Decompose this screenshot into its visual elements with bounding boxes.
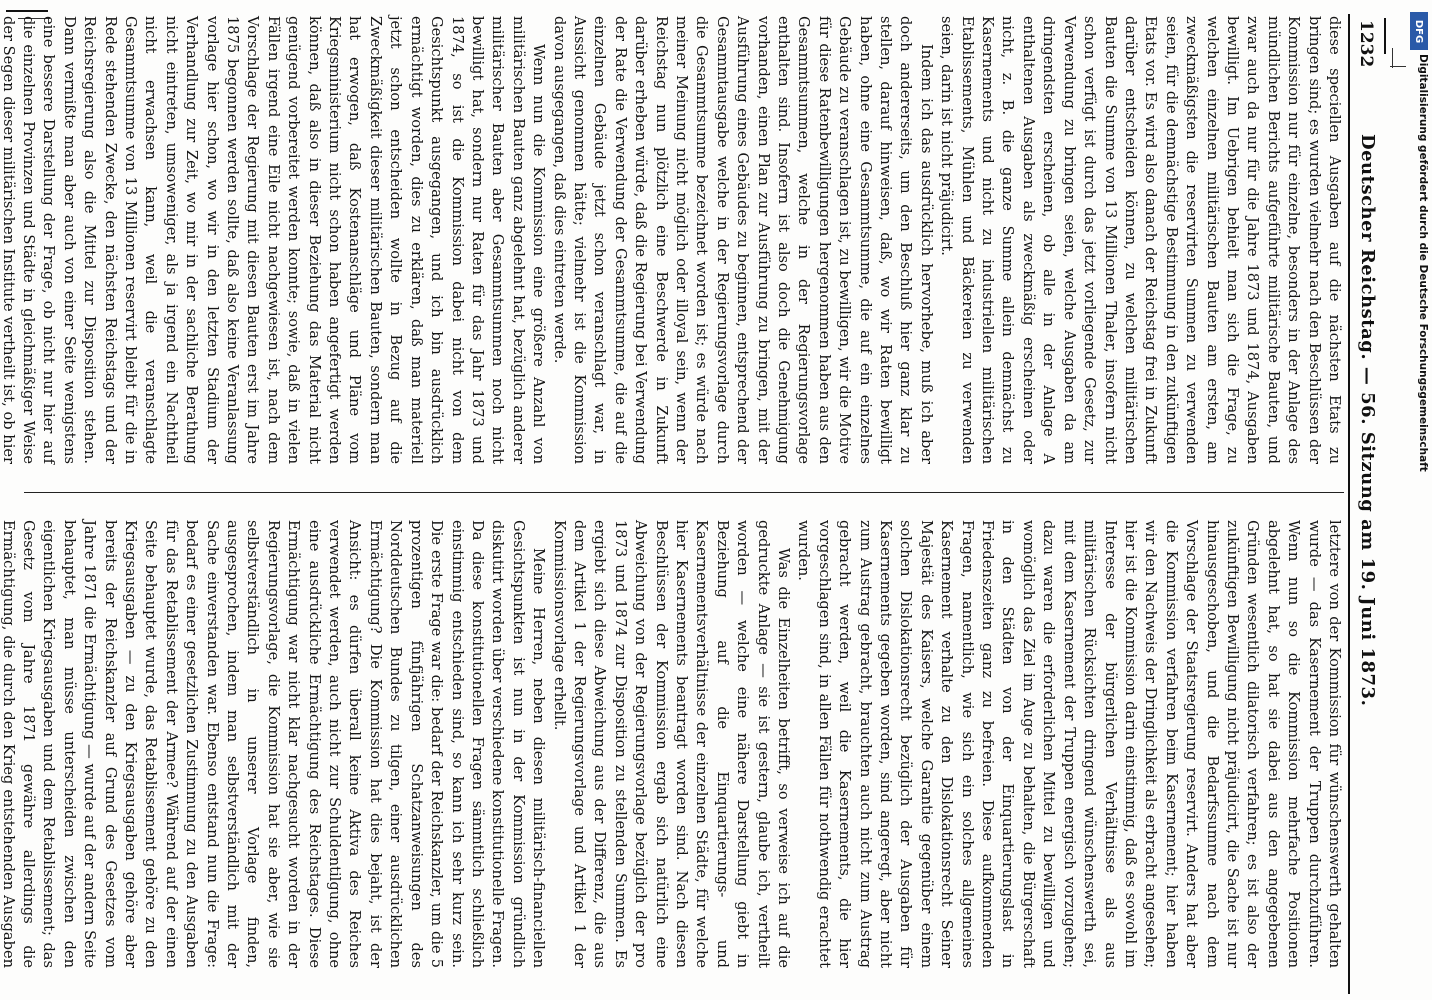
- digitization-credit: Digitalisierung gefördert durch die Deutsche Forschungsgemeinschaft: [1417, 54, 1429, 472]
- page-content: [0, 14, 1384, 994]
- page-header: [1348, 14, 1384, 994]
- text-column-left: [0, 16, 1344, 464]
- crop-mark: [1384, 18, 1386, 54]
- text-column-right: [0, 520, 1344, 968]
- column-divider: [24, 492, 1344, 493]
- dfg-logo-text: DFG: [1413, 19, 1425, 43]
- rotated-page: [0, 14, 1384, 994]
- paragraph: diese speciellen Ausgaben auf die nächsten Etats zu bringen sind; es wurden vielmehr nach den Beschlüssen der Kommission nur für einzelne, besonders in der Anlage des mündlichen Berichts aufgeführte militärische Bauten, und zwar auch da nur für die Jahre 1873 und 1874, Ausgaben bewilligt. Im Uebrigen behielt man sich die Frage, zu welchen einzelnen militärischen Bauten am ersten, am zweckmäßigsten die reservirten Summen zu verwenden seien, für die demnächstige Bestimmung in den zukünftigen Etats vor. Es wird also danach der Reichstag frei in Zukunft darüber entscheiden können, zu welchen militärischen Bauten die Summe von 13 Millionen Thaler, insofern nicht schon verfügt ist durch das jetzt vorliegende Gesetz, zur Verwendung zu bringen seien, welche Ausgaben da am dringendsten erscheinen, ob alle in der Anlage A enthaltenen Ausgaben als zweckmäßig erscheinen oder nicht, z. B. die ganze Summe allein demnächst zu Kasernements und nicht zu industriellen militärischen Etablissements, Mühlen und Bäckereien zu verwenden seien, darin ist nicht präjudicirt.: [938, 16, 1343, 464]
- crop-mark: [1392, 48, 1393, 68]
- crop-mark: [6, 10, 48, 12]
- dfg-logo: [1410, 12, 1428, 50]
- crop-mark: [1390, 66, 1406, 67]
- paragraph: Wenn nun die Kommission eine größere Anzahl von militärischen Bauten ganz abgelehnt hat, bezüglich anderer militärischer Bauten aber Gesammtsummen noch nicht bewilligt hat, sondern nur Raten für das Jahr 1873 und 1874, so ist die Kommission dabei nicht von dem Gesichtspunkt ausgegangen, und ich bin ausdrücklich ermächtigt worden, dies zu erklären, daß man materiell jetzt schon entscheiden wollte in Bezug auf die Zweckmäßigkeit dieser militärischen Bauten, sondern man hat erwogen, daß Kostenanschläge und Pläne vom Kriegsministerium nicht schon haben angefertigt werden können, daß also in dieser Beziehung das Material nicht genügend vorbereitet werden konnte; sowie, daß in vielen Fällen irgend eine Eile nicht nachgewiesen ist, nach dem Vorschlage der Regierung mit diesen Bauten erst im Jahre 1875 begonnen werden sollte, daß also keine Veranlassung vorlage hier schon, wo wir in den letzten Stadium der Verhandlung zur Zeit, wo mir in der sachliche Berathung nicht eintreten, umsoweniger, als ja irgend ein Nachtheil nicht erwachsen kann, weil die veranschlagte Gesammtsumme von 13 Millionen reservirt bleibt für die in Rede stehenden Zwecke, den nächsten Reichstags und der Reichsregierung also die Mittel zur Disposition stehen. Dann vermißte man aber auch von einer Seite wenigstens eine bessere Darstellung der Frage, ob nicht nur hier auf die einzelnen Provinzen und Städte in gleichmäßiger Weise der Segen dieser militärischen Institute vertheilt ist, ob hier: [0, 16, 548, 464]
- paragraph: letztere von der Kommission für wünschenswerth gehalten wurde — das Kasernement der Truppen durchzuführen. Wenn nun so die Kommission mehrfache Positionen abgelehnt hat, so hat sie dabei aus den angegebenen Gründen wesentlich dilatorisch verfahren; es ist also der zukünftigen Bewilligung nicht präjudicirt, die Sache ist nur hinausgeschoben, und die Bedarfssumme nach dem Vorschlage der Staatsregierung reservirt. Anders hat aber die Kommission verfahren beim Kasernement; hier haben wir den Nachweis der Dringlichkeit als erbracht angesehen; hier ist die Kommission darin einstimmig, daß es sowohl im Interesse der bürgerlichen Verhältnisse als aus militärischen Rücksichten dringend wünschenswerth sei, mit dem Kasernement der Truppen energisch vorzugehen; dazu waren die erforderlichen Mittel zu bewilligen und womöglich das Ziel im Auge zu behalten, die Bürgerschaft in den Städten von der Einquartierungslast in Friedenszeiten ganz zu befreien. Diese aufkommenden Fragen, namentlich, wie sich ein solches allgemeines Kasernement verhalte zu den Dislokationsrecht Seiner Majestät des Kaisers, welche Garantie gegenüber einem solchen Dislokationsrecht bezüglich der Ausgaben für Kasernements gegeben worden, sind angeregt, aber nicht zum Austrag gebracht, brauchten auch nicht zum Austrag gebracht werden, weil die Kasernements, die hier vorgeschlagen sind, in allen Fällen für nothwendig erachtet wurden.: [795, 520, 1343, 968]
- paragraph: Meine Herren, neben diesen militärisch-financiellen Gesichtspunkten ist nun in der Kommission gründlich diskutirt worden über verschiedene konstitutionelle Fragen. Da diese konstitutionellen Fragen sämmtlich schließlich einstimmig entschieden sind, so kann ich sehr kurz sein. Die erste Frage war die: bedarf der Reichskanzler, um die 5 prozentigen fünfjährigen Schatzanweisungen des Norddeutschen Bundes zu tilgen, einer ausdrücklichen Ermächtigung? Die Kommission hat dies bejaht, ist der Ansicht: es dürfen überall keine Aktiva des Reiches verwendet werden, auch nicht zur Schuldentilgung, ohne eine ausdrückliche Ermächtigung des Reichstages. Diese Ermächtigung war nicht klar nachgesucht worden in der Regierungsvorlage, die Kommission hat sie aber, wie sie selbstverständlich in unserer Vorlage finden, ausgesprochen, indem man selbstverständlich mit der Sache einverstanden war. Ebenso entstand nun die Frage: bedarf es einer gesetzlichen Zustimmung zu den Ausgaben für das Retablissement der Armee? Während auf der einen Seite behauptet wurde, das Retablissement gehöre zu den Kriegsausgaben — zu den Kriegsausgaben gehöre aber bereits der Reichskanzler auf Grund des Gesetzes vom Jahre 1871 die Ermächtigung — wurde auf der andern Seite behauptet, man müsse unterscheiden zwischen den eigentlichen Kriegsausgaben und dem Retablissement; das Gesetz vom Jahre 1871 gewähre allerdings die Ermächtigung, die durch den Krieg entstehenden Ausgaben: [0, 520, 548, 968]
- running-title: Deutscher Reichstag. — 56. Sitzung am 19. Juni 1873.: [1357, 134, 1378, 707]
- paragraph: Indem ich das ausdrücklich hervorhebe, muß ich aber doch andererseits, um den Beschluß hier ganz klar zu stellen, darauf hinweisen, daß, wo wir Raten bewilligt haben, ohne eine Gesammtsumme, die auf ein einzelnes Gebäude zu veranschlagen ist, zu bewilligen, wir die Motive für diese Ratenbewilligungen hergenommen haben aus den Gesammtsummen, welche in der Regierungsvorlage enthalten sind. Insofern ist also doch die Genehmigung vorhanden, einen Plan zur Ausführung zu bringen, mit der Ausführung eines Gebäudes zu beginnen, entsprechend der Gesammtausgabe welche in der Regierungsvorlage durch die Gesammtsumme bezeichnet worden ist; es würde nach meiner Meinung nicht möglich oder illoyal sein, wenn der Reichstag nun plötzlich eine Beschwerde in Zukunft darüber erheben würde, daß die Regierung bei Verwendung der Rate die Verwendung der Gesammtsumme, die auf die einzelnen Gebäude jetzt schon veranschlagt war, in Aussicht genommen hätte; vielmehr ist die Kommission davon ausgegangen, daß dies eintreten werde.: [550, 16, 935, 464]
- page-number: 1232: [1356, 20, 1376, 68]
- paragraph: Was die Einzelheiten betrifft, so verweise ich auf die gedruckte Anlage — sie ist gestern, glaube ich, vertheilt worden — welche eine nähere Darstellung giebt in Beziehung auf die Einquartierungs- und Kasernementsverhältnisse der einzelnen Städte, für welche hier Kasernements beantragt worden sind. Nach diesen Beschlüssen der Kommission ergab sich natürlich eine Abweichung von der Regierungsvorlage bezüglich der pro 1873 und 1874 zur Disposition zu stellenden Summen. Es ergiebt sich diese Abweichung aus der Differenz, die aus dem Artikel 1 der Regierungsvorlage und Artikel 1 der Kommissionsvorlage erhellt.: [550, 520, 793, 968]
